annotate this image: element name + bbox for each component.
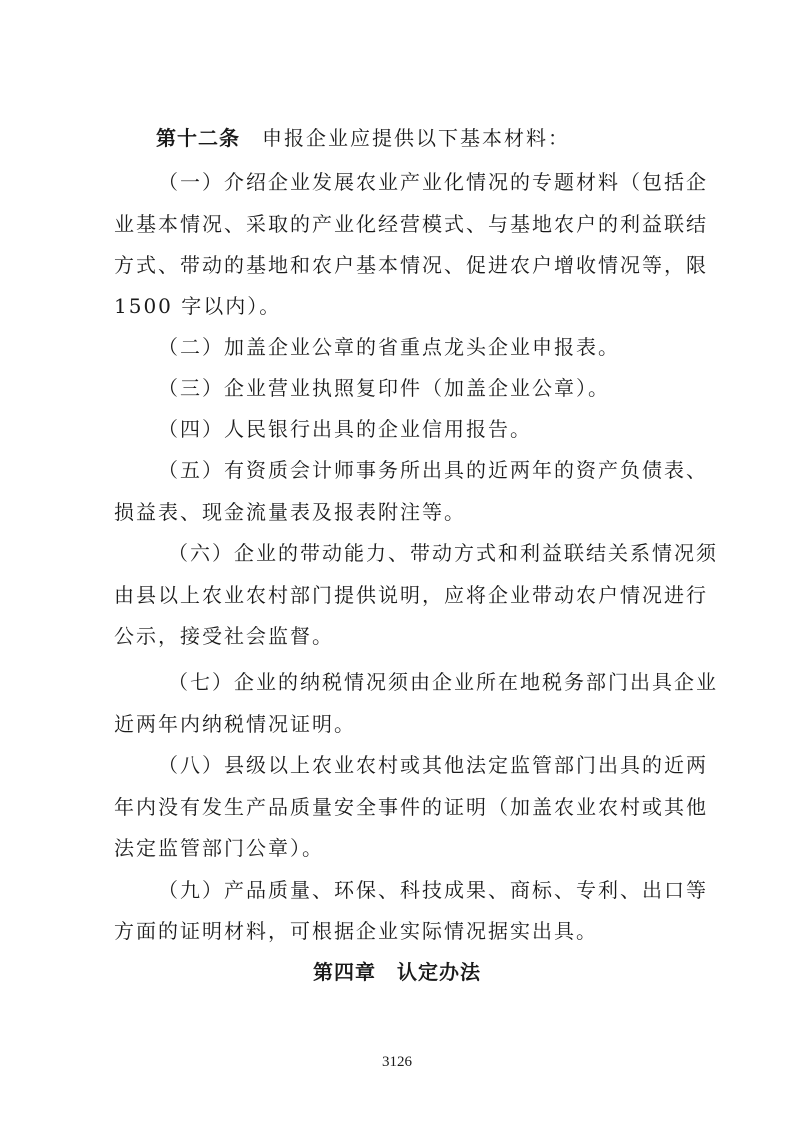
- paragraph-line: 由县以上农业农村部门提供说明，应将企业带动农户情况进行: [114, 583, 708, 607]
- paragraph-line: 业基本情况、采取的产业化经营模式、与基地农户的利益联结: [114, 212, 708, 236]
- paragraph-line: 方面的证明材料，可根据企业实际情况据实出具。: [114, 919, 598, 943]
- paragraph-line: 公示，接受社会监督。: [114, 624, 334, 648]
- chapter-title: 第四章 认定办法: [313, 960, 481, 984]
- paragraph-line: 方式、带动的基地和农户基本情况、促进农户增收情况等，限: [114, 253, 708, 277]
- paragraph-line: 近两年内纳税情况证明。: [114, 712, 356, 736]
- paragraph-line: 法定监管部门公章）。: [114, 836, 324, 860]
- paragraph-line: 损益表、现金流量表及报表附注等。: [114, 500, 466, 524]
- article-heading: 第十二条: [156, 126, 240, 150]
- paragraph-line: （八）县级以上农业农村或其他法定监管部门出具的近两: [158, 753, 708, 777]
- article-intro: 申报企业应提供以下基本材料：: [262, 126, 570, 150]
- paragraph-line: 1500 字以内）。: [114, 294, 282, 318]
- paragraph-line: （七）企业的纳税情况须由企业所在地税务部门出具企业: [168, 670, 718, 694]
- paragraph-line: （一）介绍企业发展农业产业化情况的专题材料（包括企: [158, 170, 708, 194]
- paragraph-line: （三）企业营业执照复印件（加盖企业公章）。: [158, 376, 610, 400]
- page-number: 3126: [382, 1054, 412, 1070]
- paragraph-line: （四）人民银行出具的企业信用报告。: [158, 417, 532, 441]
- paragraph-line: （六）企业的带动能力、带动方式和利益联结关系情况须: [168, 541, 718, 565]
- paragraph-line: 年内没有发生产品质量安全事件的证明（加盖农业农村或其他: [114, 795, 708, 819]
- article-12-first-line: [156, 123, 570, 153]
- paragraph-line: （五）有资质会计师事务所出具的近两年的资产负债表、: [158, 458, 708, 482]
- paragraph-line: （二）加盖企业公章的省重点龙头企业申报表。: [158, 335, 620, 359]
- paragraph-line: （九）产品质量、环保、科技成果、商标、专利、出口等: [158, 878, 708, 902]
